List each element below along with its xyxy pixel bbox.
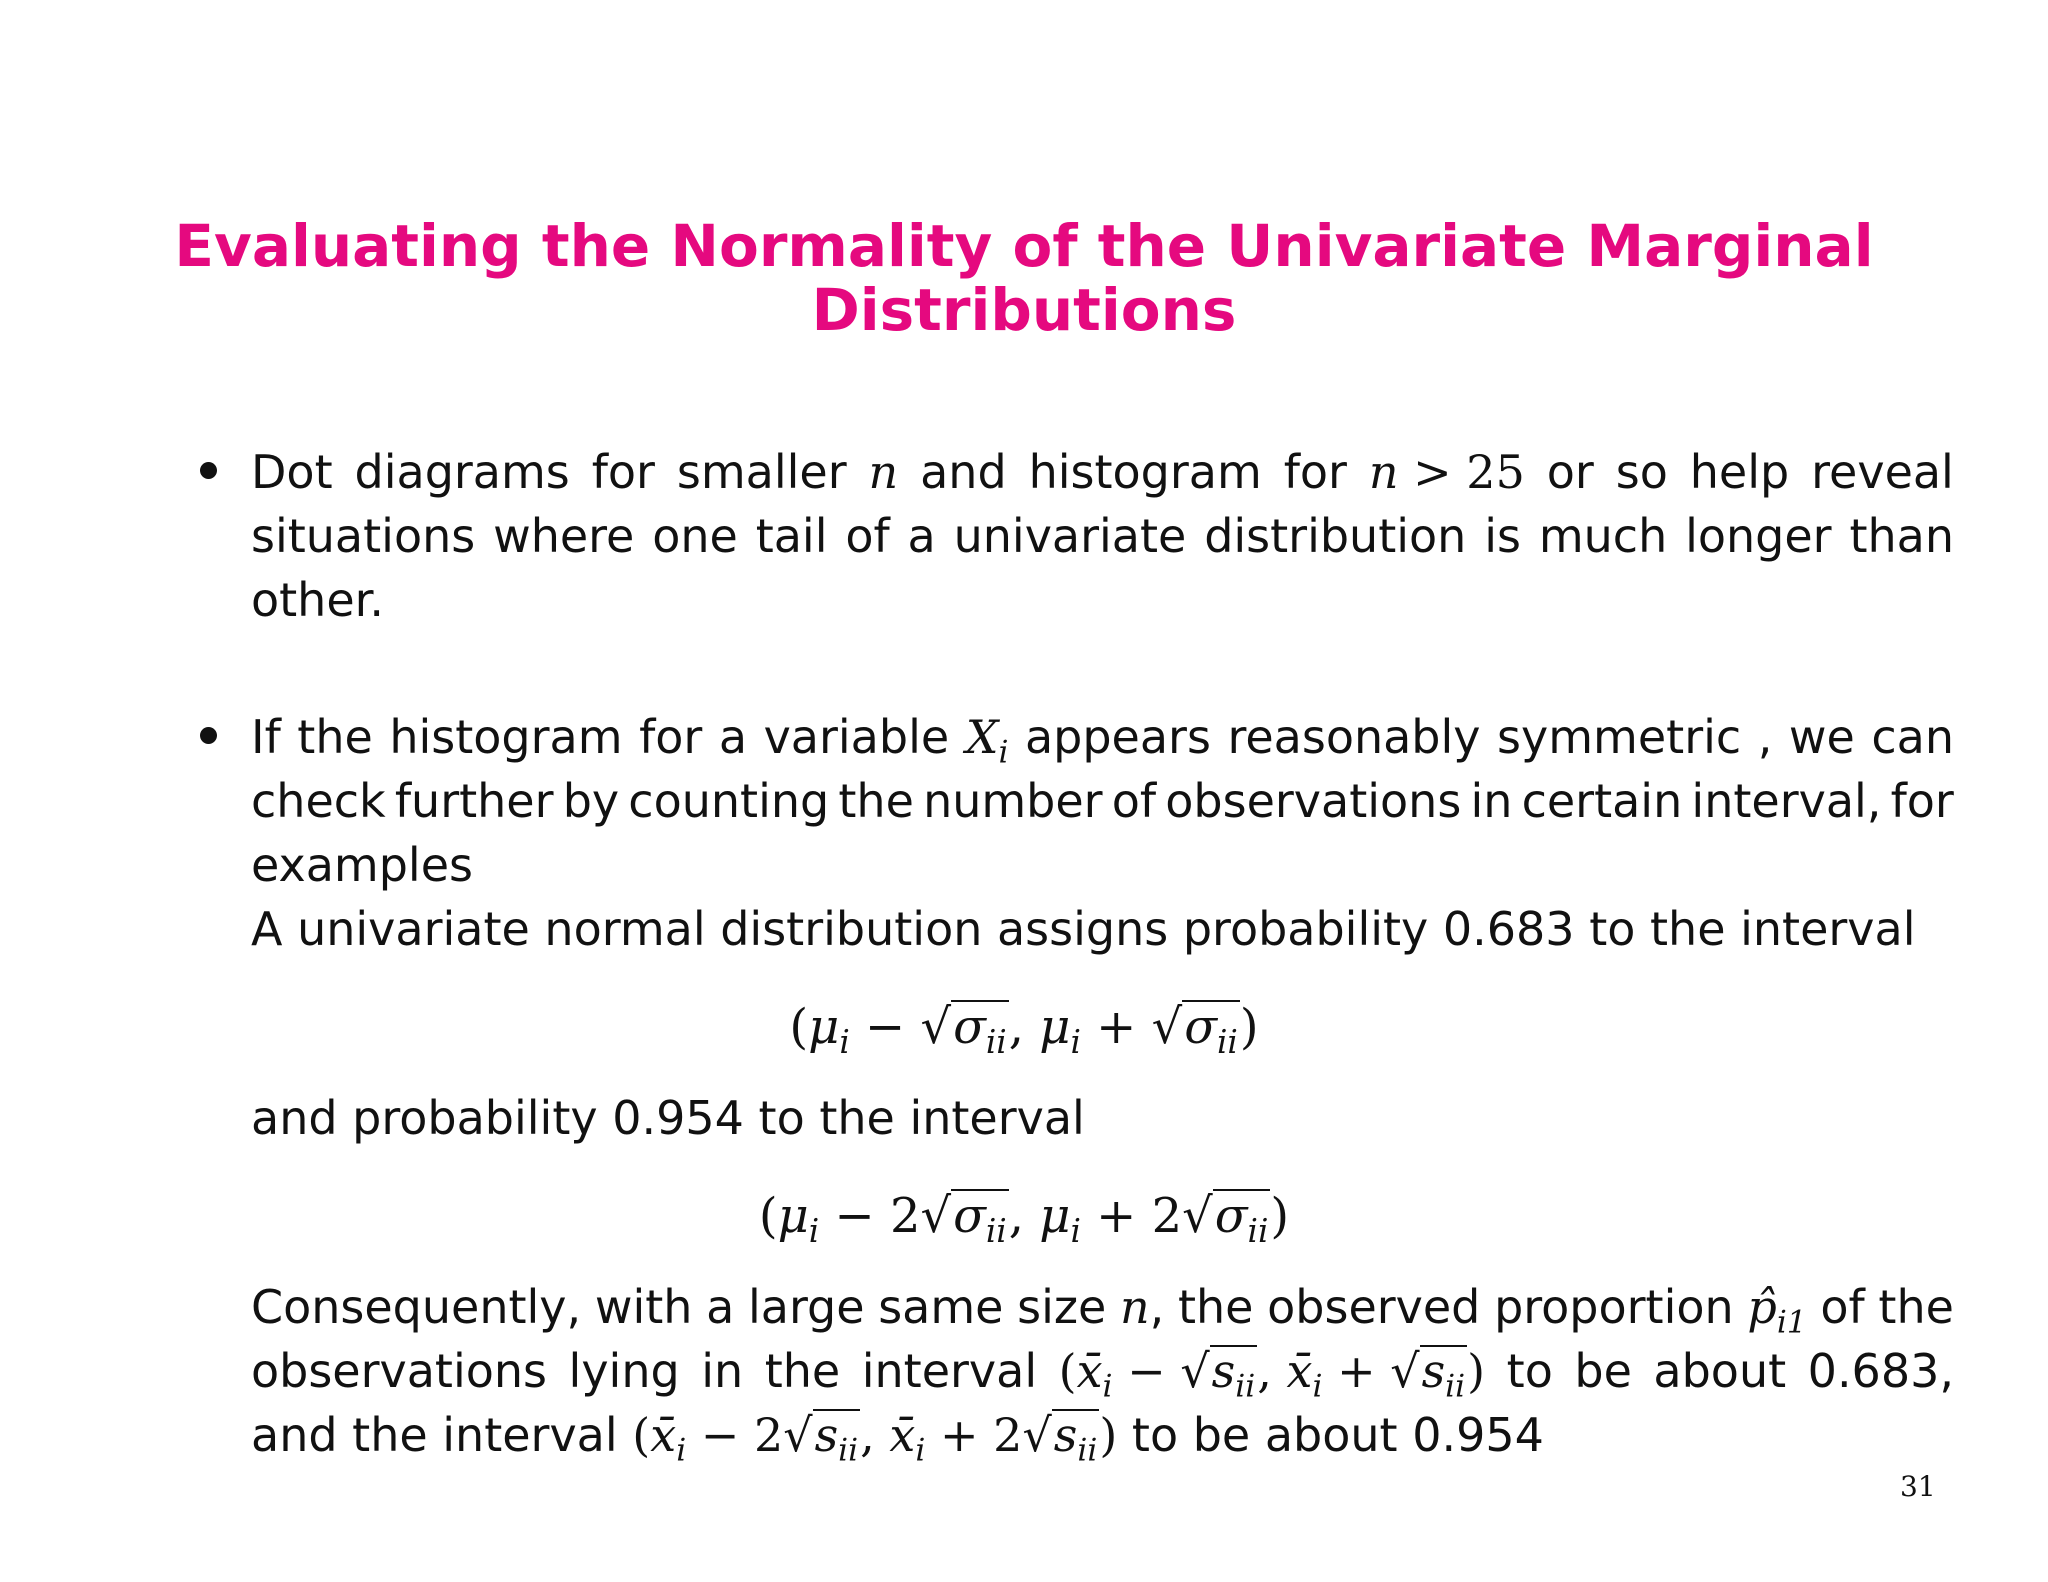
- math-sample-interval-1: ($x̄_i - √s_{ii}$, $x̄_i + √s_{ii}$): [1059, 1339, 1486, 1418]
- bullet-2-line-8: and the interval ($x̄_i - 2√s_{ii}$, $x̄_i + 2√s_{ii}$) to be about 0.954: [251, 1403, 1544, 1482]
- title-line-2: Distributions: [811, 276, 1237, 344]
- bullet-2-line-1: If the histogram for a variable $X_i$ appears reasonably symmetric , we can: [251, 705, 1954, 784]
- bullet-2-line-7: observations lying in the interval ($x̄_i - √s_{ii}$, $x̄_i + √s_{ii}$) to be about 0.683,: [251, 1339, 1954, 1418]
- bullet-1-line-3: other.: [251, 573, 384, 627]
- math-n-gt-25: n > 25: [1368, 445, 1525, 499]
- bullet-2-line-6: Consequently, with a large same size n, the observed proportion $p̂_{i1}$ of the: [251, 1275, 1954, 1354]
- math-n: n: [868, 445, 899, 499]
- bullet-1-line-2: situations where one tail of a univariate distribution is much longer than: [251, 509, 1954, 563]
- bullet-2-line-2: check further by counting the number of observations in certain interval, for: [251, 774, 1954, 828]
- bullet-marker-1: [200, 462, 217, 479]
- math-x-i: $X_i$: [965, 710, 1009, 771]
- formula-interval-1: ($\mu_i - √\sigma_{ii}$, $\mu_i + √\sigma_{ii}$): [0, 995, 2048, 1074]
- slide-title: [0, 214, 2048, 342]
- title-line-1: Evaluating the Normality of the Univariate Marginal: [174, 212, 1874, 280]
- bullet-2-line-3: examples: [251, 838, 473, 892]
- bullet-2-line-5: and probability 0.954 to the interval: [251, 1091, 1085, 1145]
- bullet-2-line-4: A univariate normal distribution assigns probability 0.683 to the interval: [251, 902, 1916, 956]
- page-number: 31: [1900, 1470, 1936, 1503]
- formula-interval-2: ($\mu_i - 2√\sigma_{ii}$, $\mu_i + 2√\sigma_{ii}$): [0, 1184, 2048, 1263]
- bullet-1-line-1: Dot diagrams for smaller n and histogram for n > 25 or so help reveal: [251, 440, 1954, 504]
- bullet-marker-2: [200, 727, 217, 744]
- math-p-hat: $p̂_{i1}$: [1747, 1280, 1807, 1341]
